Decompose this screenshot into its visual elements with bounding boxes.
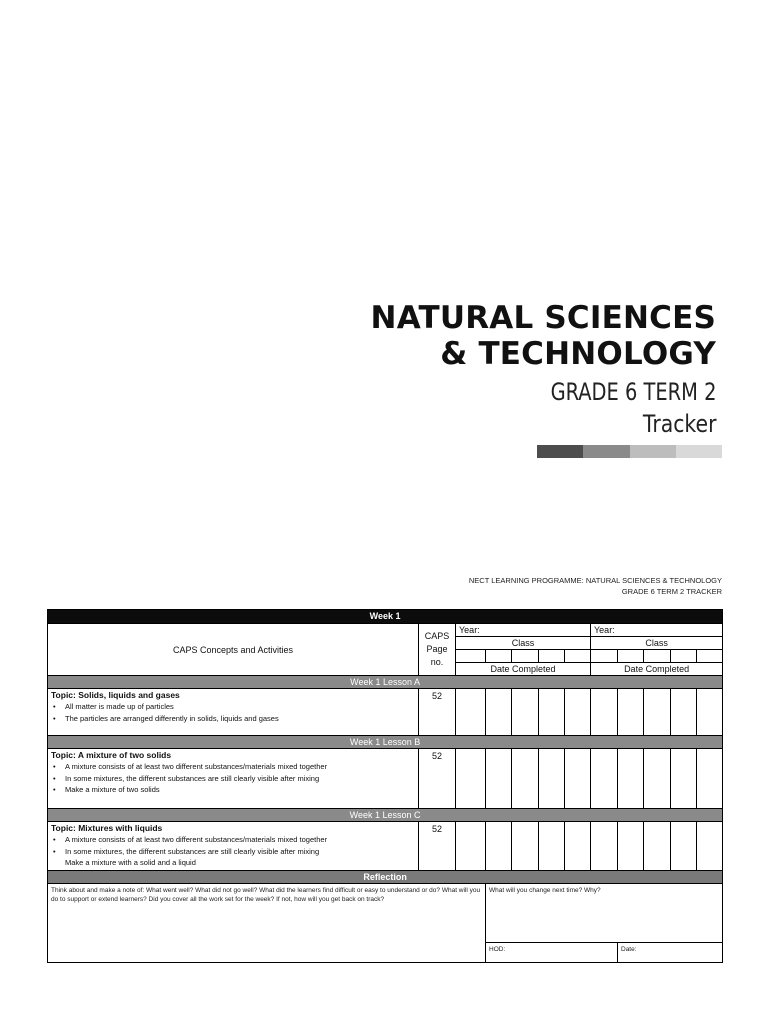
subtitle: GRADE 6 TERM 2 — [550, 378, 716, 406]
class-cell[interactable] — [456, 650, 486, 663]
lesson-b-topic: Topic: A mixture of two solids — [51, 750, 172, 760]
caps-page-label-2: Page — [426, 644, 448, 654]
reflection-header: Reflection — [48, 870, 723, 883]
year-field-1[interactable]: Year: — [456, 624, 591, 637]
lesson-a-content — [48, 689, 419, 736]
header-note-line-2: GRADE 6 TERM 2 TRACKER — [621, 587, 722, 596]
caps-concepts-header: CAPS Concepts and Activities — [48, 624, 419, 676]
lesson-b-page: 52 — [419, 749, 456, 809]
date-cell[interactable] — [486, 822, 512, 871]
date-completed-label-2: Date Completed — [591, 663, 723, 676]
class-cell[interactable] — [565, 650, 591, 663]
lesson-b-bullet: • In some mixtures, the different substances are still clearly visible after mixing — [65, 773, 415, 785]
lesson-b-header: Week 1 Lesson B — [48, 736, 723, 749]
tracker-table — [47, 609, 723, 963]
date-cell[interactable] — [512, 822, 539, 871]
lesson-b-bullet: • A mixture consists of at least two different substances/materials mixed together — [65, 761, 415, 773]
caps-page-label-1: CAPS — [424, 631, 450, 641]
header-note-line-1: NECT LEARNING PROGRAMME: NATURAL SCIENCES & TECHNOLOGY — [468, 576, 722, 585]
date-cell[interactable] — [618, 822, 644, 871]
class-cell[interactable] — [644, 650, 671, 663]
date-cell[interactable] — [591, 749, 618, 809]
class-cell[interactable] — [618, 650, 644, 663]
stripe-4 — [676, 445, 722, 458]
lesson-a-topic: Topic: Solids, liquids and gases — [51, 690, 180, 700]
reflection-prompt[interactable]: Think about and make a note of: What went well? What did not go well? What did the learners find difficult or easy to understand or do? What will you do to support or extend learners? Did you cover all the work set for the week? If not, how will you get back on track? — [48, 883, 486, 962]
lesson-a-bullet: • The particles are arranged differently in solids, liquids and gases — [65, 713, 415, 725]
date-cell[interactable] — [697, 822, 723, 871]
date-cell[interactable] — [644, 689, 671, 736]
date-cell[interactable] — [456, 749, 486, 809]
date-cell[interactable] — [456, 822, 486, 871]
lesson-a-header: Week 1 Lesson A — [48, 676, 723, 689]
date-cell[interactable] — [697, 749, 723, 809]
lesson-c-topic: Topic: Mixtures with liquids — [51, 823, 163, 833]
date-field[interactable]: Date: — [618, 942, 723, 962]
class-cell[interactable] — [486, 650, 512, 663]
class-cell[interactable] — [671, 650, 697, 663]
lesson-b-content — [48, 749, 419, 809]
title-line-2: & TECHNOLOGY — [440, 336, 716, 372]
class-label-2: Class — [591, 637, 723, 650]
date-cell[interactable] — [512, 689, 539, 736]
class-cell[interactable] — [591, 650, 618, 663]
caps-page-header — [419, 624, 456, 676]
lesson-c-header: Week 1 Lesson C — [48, 809, 723, 822]
lesson-c-bullet: • A mixture consists of at least two different substances/materials mixed together — [65, 834, 415, 846]
programme-header-note — [469, 575, 722, 597]
date-cell[interactable] — [539, 822, 565, 871]
date-cell[interactable] — [539, 689, 565, 736]
class-cell[interactable] — [512, 650, 539, 663]
date-cell[interactable] — [486, 689, 512, 736]
date-completed-label-1: Date Completed — [456, 663, 591, 676]
date-cell[interactable] — [671, 822, 697, 871]
lesson-c-extra-line: Make a mixture with a solid and a liquid — [65, 858, 196, 867]
week-title: Week 1 — [48, 610, 723, 624]
class-cell[interactable] — [697, 650, 723, 663]
date-cell[interactable] — [565, 822, 591, 871]
date-cell[interactable] — [565, 749, 591, 809]
title-line-1: NATURAL SCIENCES — [370, 300, 716, 336]
doc-type: Tracker — [642, 410, 716, 438]
date-cell[interactable] — [644, 749, 671, 809]
date-cell[interactable] — [644, 822, 671, 871]
lesson-a-page: 52 — [419, 689, 456, 736]
decorative-stripes — [537, 445, 722, 458]
date-cell[interactable] — [591, 689, 618, 736]
year-field-2[interactable]: Year: — [591, 624, 723, 637]
date-cell[interactable] — [539, 749, 565, 809]
lesson-c-bullet: • In some mixtures, the different substances are still clearly visible after mixing — [65, 846, 415, 858]
date-cell[interactable] — [456, 689, 486, 736]
cover-title-block — [371, 300, 716, 440]
stripe-2 — [583, 445, 629, 458]
lesson-b-bullet: • Make a mixture of two solids — [65, 784, 415, 796]
lesson-c-page: 52 — [419, 822, 456, 871]
lesson-c-content — [48, 822, 419, 871]
class-label-1: Class — [456, 637, 591, 650]
date-cell[interactable] — [671, 689, 697, 736]
date-cell[interactable] — [697, 689, 723, 736]
date-cell[interactable] — [591, 822, 618, 871]
lesson-a-bullet: • All matter is made up of particles — [65, 701, 415, 713]
date-cell[interactable] — [671, 749, 697, 809]
date-cell[interactable] — [512, 749, 539, 809]
caps-page-label-3: no. — [430, 657, 444, 667]
stripe-3 — [630, 445, 676, 458]
reflection-change-prompt[interactable]: What will you change next time? Why? — [486, 883, 723, 942]
hod-field[interactable]: HOD: — [486, 942, 618, 962]
date-cell[interactable] — [486, 749, 512, 809]
class-cell[interactable] — [539, 650, 565, 663]
date-cell[interactable] — [618, 749, 644, 809]
stripe-1 — [537, 445, 583, 458]
date-cell[interactable] — [618, 689, 644, 736]
date-cell[interactable] — [565, 689, 591, 736]
